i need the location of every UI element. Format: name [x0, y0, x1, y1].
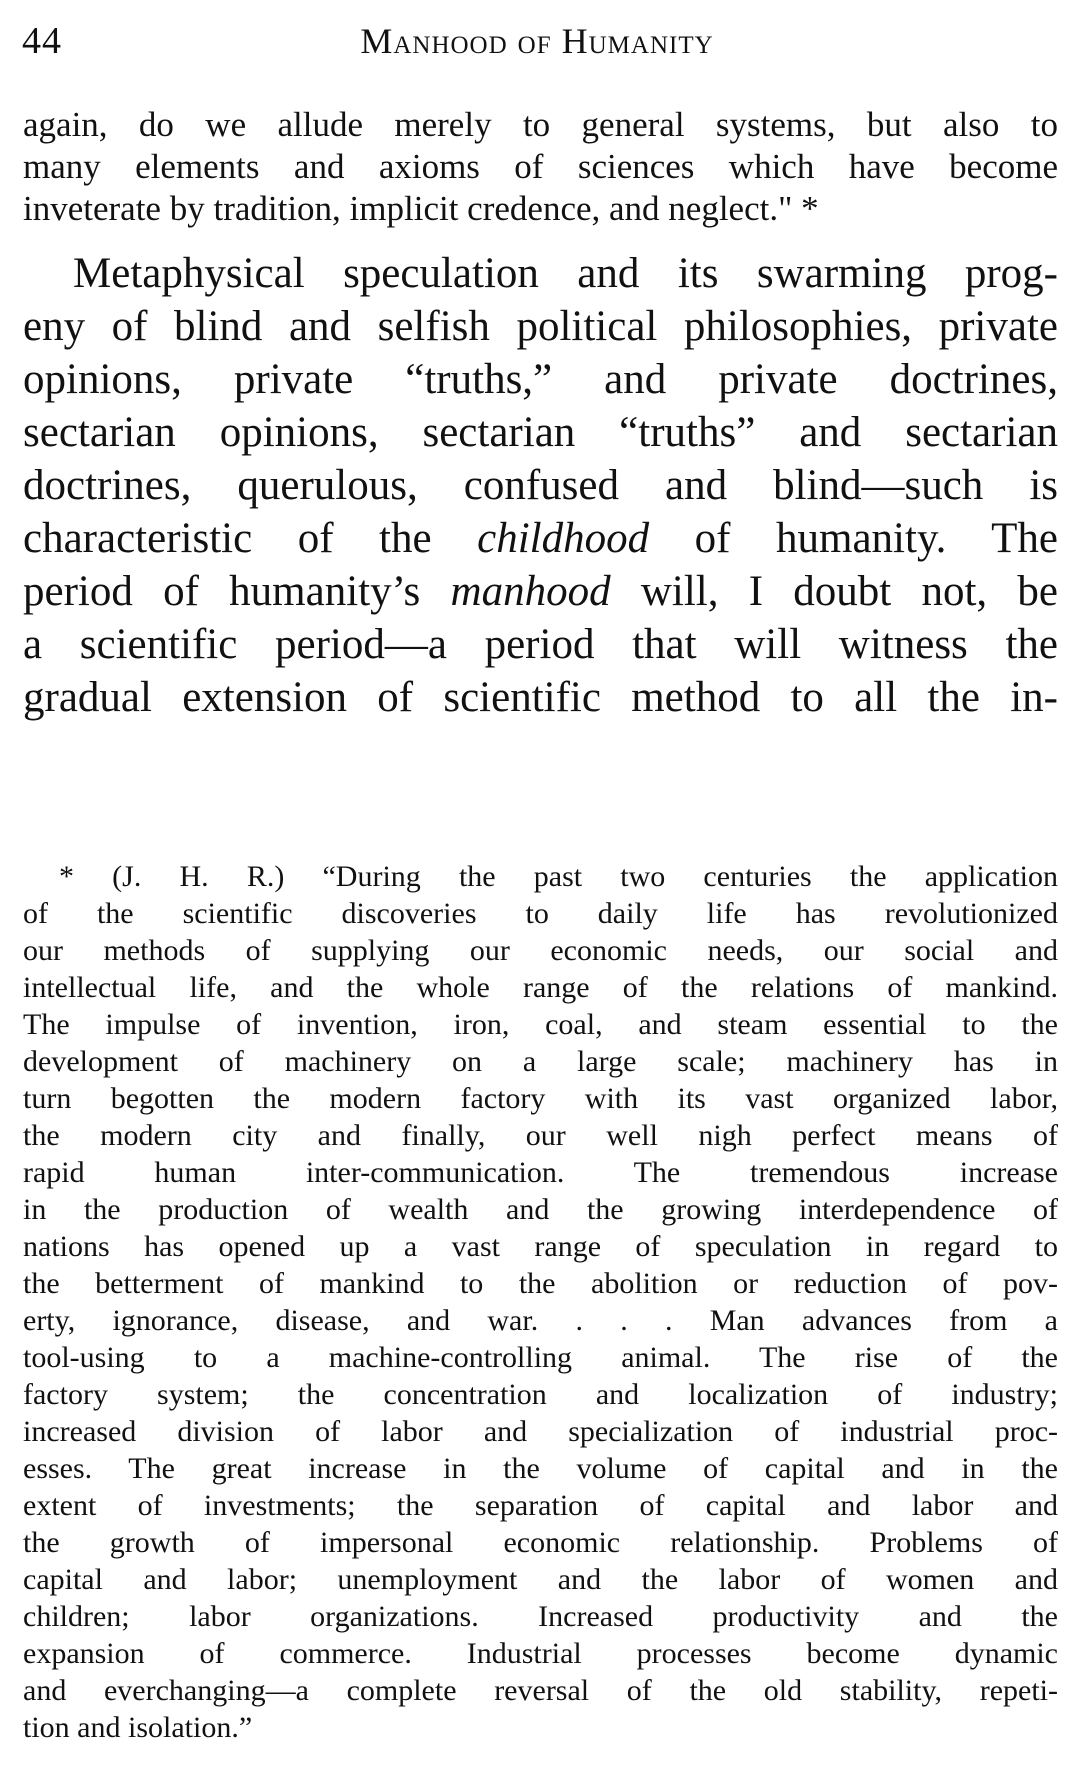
continuation-line: again, do we allude merely to general systems, but also to [23, 105, 1058, 144]
footnote-line: intellectual life, and the whole range of the relations of mankind. [23, 971, 1058, 1004]
footnote-line: of the scientific discoveries to daily life has revolutionized [23, 897, 1058, 930]
footnote-line: rapid human inter-communication. The tremendous increase [23, 1156, 1058, 1189]
footnote-line: The impulse of invention, iron, coal, and steam essential to the [23, 1008, 1058, 1041]
footnote-line: our methods of supplying our economic needs, our social and [23, 934, 1058, 967]
footnote-line: children; labor organizations. Increased productivity and the [23, 1600, 1058, 1633]
body-text: characteristic of the [23, 515, 478, 562]
footnote-line: esses. The great increase in the volume of capital and in the [23, 1452, 1058, 1485]
body-line: eny of blind and selfish political philosophies, private [23, 303, 1058, 350]
body-line [23, 510, 1058, 568]
footnote-line: capital and labor; unemployment and the labor of women and [23, 1563, 1058, 1596]
body-text: of humanity. The [649, 515, 1058, 562]
body-line: gradual extension of scientific method to all the in- [23, 674, 1058, 721]
footnote-line: the growth of impersonal economic relationship. Problems of [23, 1526, 1058, 1559]
footnote-line: increased division of labor and specialization of industrial proc- [23, 1415, 1058, 1448]
footnote-line: in the production of wealth and the growing interdependence of [23, 1193, 1058, 1226]
body-text: will, I doubt not, be [610, 568, 1058, 615]
footnote-line: development of machinery on a large scale; machinery has in [23, 1045, 1058, 1078]
running-head [22, 14, 1052, 74]
running-title: Manhood of Humanity [360, 21, 714, 61]
footnote-line: nations has opened up a vast range of speculation in regard to [23, 1230, 1058, 1263]
body-text: period of humanity’s [23, 568, 451, 615]
footnote-line: * (J. H. R.) “During the past two centuries the application [59, 860, 1058, 893]
emphasis-manhood: manhood [450, 568, 611, 615]
footnote-line: expansion of commerce. Industrial processes become dynamic [23, 1637, 1058, 1670]
body-line [23, 563, 1058, 621]
footnote-line: erty, ignorance, disease, and war. . . . Man advances from a [23, 1304, 1058, 1337]
body-line: Metaphysical speculation and its swarming prog- [73, 250, 1058, 297]
emphasis-childhood: childhood [477, 515, 650, 562]
body-line: opinions, private “truths,” and private doctrines, [23, 356, 1058, 403]
footnote-line: tool-using to a machine-controlling animal. The rise of the [23, 1341, 1058, 1374]
footnote-line: the betterment of mankind to the abolition or reduction of pov- [23, 1267, 1058, 1300]
footnote-line: tion and isolation.” [23, 1711, 253, 1744]
body-line: sectarian opinions, sectarian “truths” and sectarian [23, 409, 1058, 456]
footnote-line: the modern city and finally, our well nigh perfect means of [23, 1119, 1058, 1152]
footnote-line: turn begotten the modern factory with its vast organized labor, [23, 1082, 1058, 1115]
body-line: doctrines, querulous, confused and blind—such is [23, 462, 1058, 509]
body-line: a scientific period—a period that will witness the [23, 621, 1058, 668]
continuation-line: inveterate by tradition, implicit credence, and neglect." * [23, 189, 819, 228]
continuation-line: many elements and axioms of sciences which have become [23, 147, 1058, 186]
footnote-line: factory system; the concentration and localization of industry; [23, 1378, 1058, 1411]
footnote-line: and everchanging—a complete reversal of the old stability, repeti- [23, 1674, 1058, 1707]
footnote-line: extent of investments; the separation of capital and labor and [23, 1489, 1058, 1522]
page-number: 44 [22, 20, 62, 62]
